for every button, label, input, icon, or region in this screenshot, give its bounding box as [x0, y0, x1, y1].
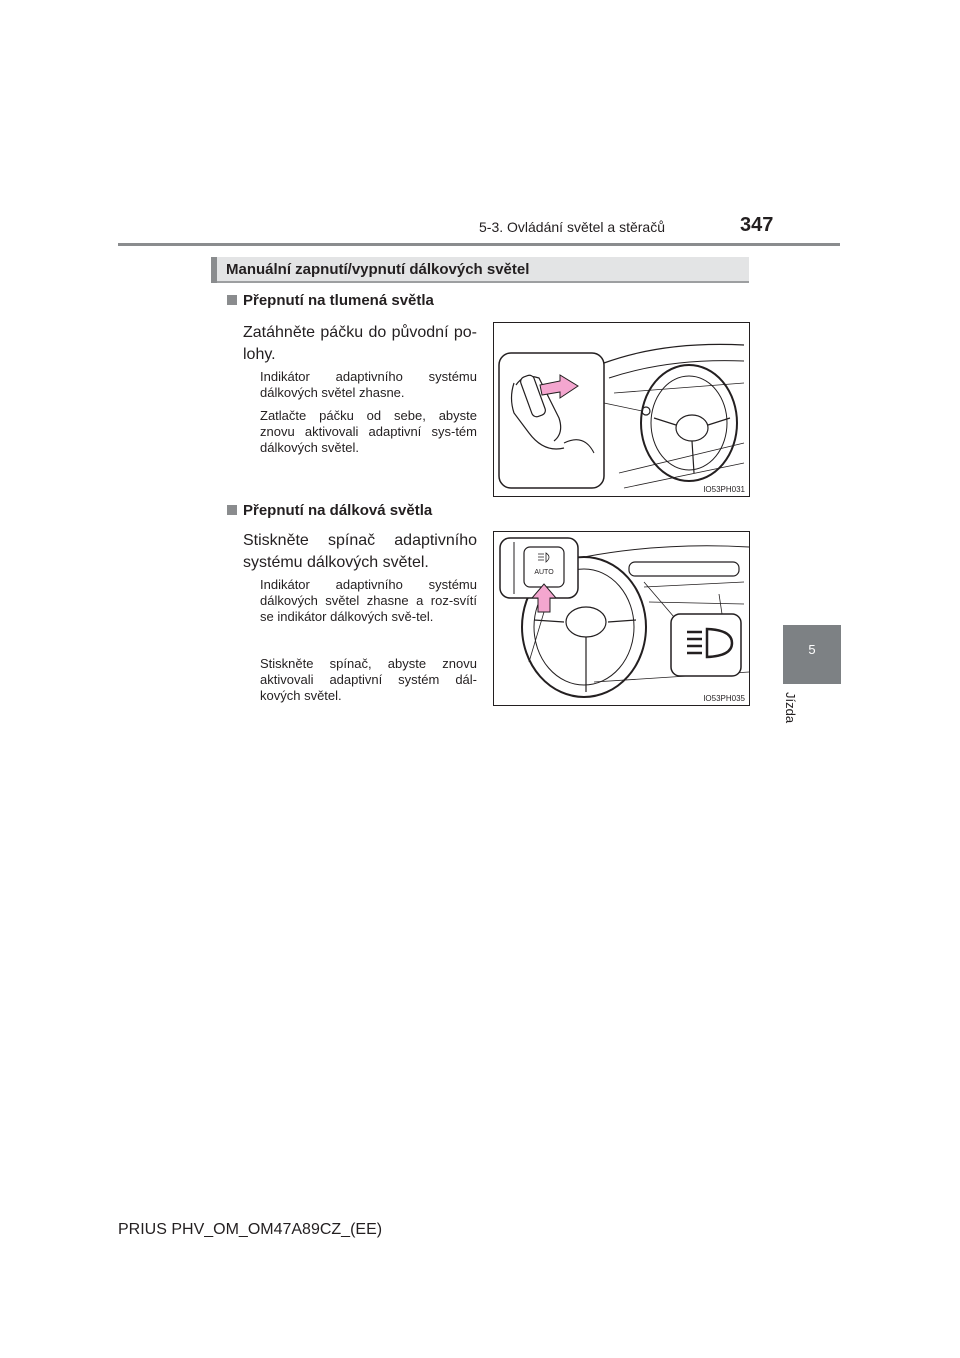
page-number: 347 — [740, 214, 774, 236]
note-high-beam-2: Stiskněte spínač, abyste znovu aktivovali adaptivní systém dál-kových světel. — [260, 656, 477, 703]
chapter-label-wrap — [780, 692, 804, 742]
chapter-number: 5 — [808, 642, 816, 657]
header-rule — [118, 243, 840, 246]
heading-low-beam — [227, 292, 434, 309]
bullet-square-icon — [227, 505, 237, 515]
figure-lever-pull — [493, 322, 750, 497]
figure-code: IO53PH035 — [703, 694, 745, 703]
switch-press-illustration — [494, 532, 750, 706]
heading-high-beam-text: Přepnutí na dálková světla — [243, 502, 433, 519]
figure-switch-press — [493, 531, 750, 706]
heading-low-beam-text: Přepnutí na tlumená světla — [243, 292, 434, 309]
figure-code: IO53PH031 — [703, 485, 745, 494]
chapter-label: Jízda — [783, 692, 798, 724]
heading-high-beam — [227, 502, 432, 519]
lead-high-beam: Stiskněte spínač adaptivního systému dálkových světel. — [243, 532, 477, 571]
bullet-square-icon — [227, 295, 237, 305]
switch-auto-label: AUTO — [534, 569, 554, 576]
section-bar-mark — [211, 257, 217, 283]
section-title: Manuální zapnutí/vypnutí dálkových světel — [226, 261, 530, 278]
chapter-tab — [783, 625, 841, 684]
running-header-section: 5-3. Ovládání světel a stěračů — [479, 219, 665, 235]
note-high-beam-1: Indikátor adaptivního systému dálkových světel zhasne a roz-svítí se indikátor dálkových svě-tel. — [260, 577, 477, 624]
note-low-beam-2: Zatlačte páčku od sebe, abyste znovu aktivovali adaptivní sys-tém dálkových světel. — [260, 408, 477, 455]
footer-document-code: PRIUS PHV_OM_OM47A89CZ_(EE) — [118, 1221, 383, 1238]
lever-pull-illustration — [494, 323, 750, 497]
section-title-bar — [211, 257, 749, 283]
note-low-beam-1: Indikátor adaptivního systému dálkových světel zhasne. — [260, 369, 477, 400]
lead-low-beam: Zatáhněte páčku do původní po-lohy. — [243, 324, 477, 363]
